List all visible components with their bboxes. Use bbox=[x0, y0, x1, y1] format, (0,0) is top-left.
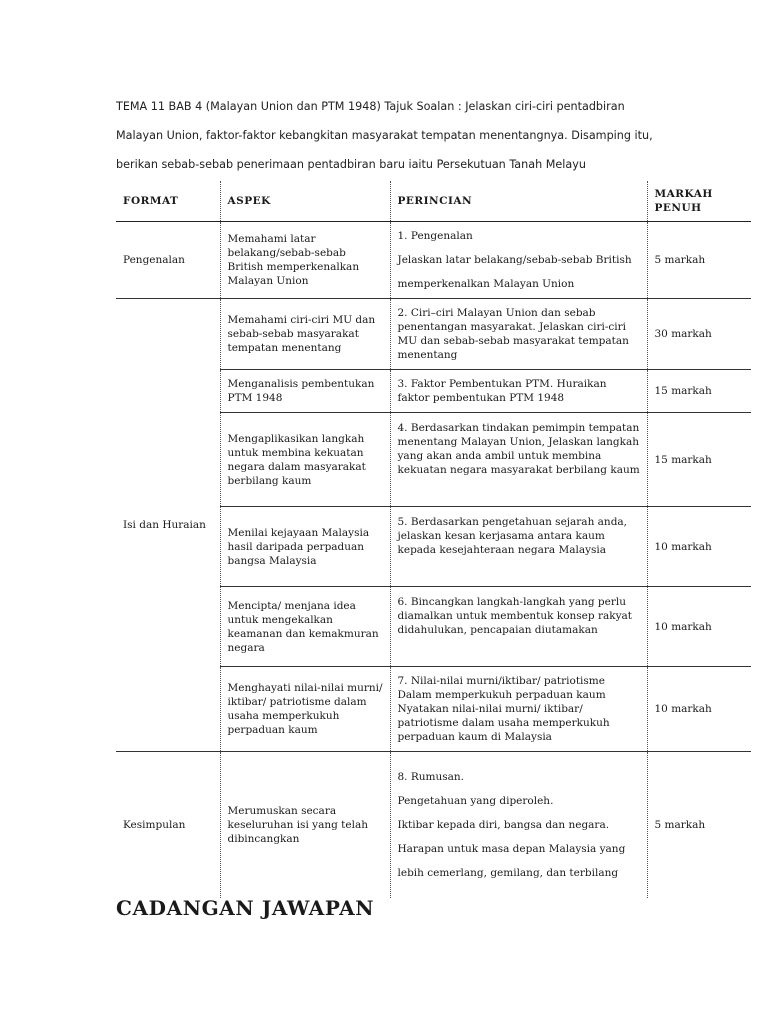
perincian-line: Harapan untuk masa depan Malaysia yang bbox=[397, 842, 626, 855]
intro-line-3: berikan sebab-sebab penerimaan pentadbiran baru iaitu Persekutuan Tanah Melayu bbox=[116, 158, 586, 171]
perincian-cell: 3. Faktor Pembentukan PTM. Huraikan faktor pembentukan PTM 1948 bbox=[390, 370, 647, 413]
aspek-cell: Mengaplikasikan langkah untuk membina kekuatan negara dalam masyarakat berbilang kaum bbox=[220, 413, 390, 507]
perincian-cell: 2. Ciri–ciri Malayan Union dan sebab penentangan masyarakat. Jelaskan ciri-ciri MU dan sebab-sebab masyarakat tempatan menentang bbox=[390, 299, 647, 370]
perincian-cell: 6. Bincangkan langkah-langkah yang perlu diamalkan untuk membentuk konsep rakyat didahulukan, pencapaian diutamakan bbox=[390, 587, 647, 667]
format-kesimpulan: Kesimpulan bbox=[116, 752, 220, 898]
perincian-line: Jelaskan latar belakang/sebab-sebab British bbox=[397, 254, 632, 266]
aspek-cell: Memahami latar belakang/sebab-sebab British memperkenalkan Malayan Union bbox=[220, 222, 390, 299]
markah-cell: 10 markah bbox=[647, 587, 751, 667]
table-header-row bbox=[116, 181, 751, 222]
table-row bbox=[116, 299, 751, 370]
perincian-line: Nyatakan nilai-nilai murni/ iktibar/ patriotisme dalam usaha memperkukuh perpaduan kaum di Malaysia bbox=[397, 703, 610, 743]
markah-cell: 5 markah bbox=[647, 222, 751, 299]
header-markah: MARKAH PENUH bbox=[647, 181, 751, 222]
perincian-cell: 4. Berdasarkan tindakan pemimpin tempatan menentang Malayan Union, Jelaskan langkah yang akan anda ambil untuk membina kekuatan negara masyarakat berbilang kaum bbox=[390, 413, 647, 507]
section-title: CADANGAN JAWAPAN bbox=[116, 896, 375, 920]
perincian-line: memperkenalkan Malayan Union bbox=[397, 278, 575, 290]
markah-cell: 15 markah bbox=[647, 370, 751, 413]
perincian-line: lebih cemerlang, gemilang, dan terbilang bbox=[397, 866, 619, 879]
intro-line-2: Malayan Union, faktor-faktor kebangkitan masyarakat tempatan menentangnya. Disamping itu, bbox=[116, 129, 653, 142]
aspek-cell: Mencipta/ menjana idea untuk mengekalkan keamanan dan kemakmuran negara bbox=[220, 587, 390, 667]
format-pengenalan: Pengenalan bbox=[116, 222, 220, 299]
header-format: FORMAT bbox=[116, 181, 220, 222]
perincian-cell bbox=[390, 752, 647, 898]
perincian-line: 1. Pengenalan bbox=[397, 230, 473, 242]
markah-cell: 30 markah bbox=[647, 299, 751, 370]
perincian-line: Iktibar kepada diri, bangsa dan negara. bbox=[397, 818, 610, 831]
perincian-line: 8. Rumusan. bbox=[397, 770, 464, 783]
header-aspek: ASPEK bbox=[220, 181, 390, 222]
perincian-cell bbox=[390, 667, 647, 752]
perincian-cell: 5. Berdasarkan pengetahuan sejarah anda, jelaskan kesan kerjasama antara kaum kepada kesejahteraan negara Malaysia bbox=[390, 507, 647, 587]
aspek-cell: Menghayati nilai-nilai murni/ iktibar/ patriotisme dalam usaha memperkukuh perpaduan kaum bbox=[220, 667, 390, 752]
marking-scheme-table bbox=[116, 181, 751, 898]
markah-cell: 5 markah bbox=[647, 752, 751, 898]
perincian-line: Pengetahuan yang diperoleh. bbox=[397, 794, 554, 807]
intro-paragraph bbox=[116, 92, 716, 179]
format-isi-huraian: Isi dan Huraian bbox=[116, 299, 220, 752]
table-row bbox=[116, 752, 751, 898]
aspek-cell: Menganalisis pembentukan PTM 1948 bbox=[220, 370, 390, 413]
aspek-cell: Memahami ciri-ciri MU dan sebab-sebab masyarakat tempatan menentang bbox=[220, 299, 390, 370]
perincian-cell bbox=[390, 222, 647, 299]
header-perincian: PERINCIAN bbox=[390, 181, 647, 222]
table-row bbox=[116, 222, 751, 299]
aspek-cell: Merumuskan secara keseluruhan isi yang telah dibincangkan bbox=[220, 752, 390, 898]
markah-cell: 10 markah bbox=[647, 667, 751, 752]
intro-line-1: TEMA 11 BAB 4 (Malayan Union dan PTM 1948) Tajuk Soalan : Jelaskan ciri-ciri pentadbiran bbox=[116, 100, 625, 113]
aspek-cell: Menilai kejayaan Malaysia hasil daripada perpaduan bangsa Malaysia bbox=[220, 507, 390, 587]
markah-cell: 15 markah bbox=[647, 413, 751, 507]
markah-cell: 10 markah bbox=[647, 507, 751, 587]
perincian-line: 7. Nilai-nilai murni/iktibar/ patriotisme Dalam memperkukuh perpaduan kaum bbox=[397, 675, 606, 701]
